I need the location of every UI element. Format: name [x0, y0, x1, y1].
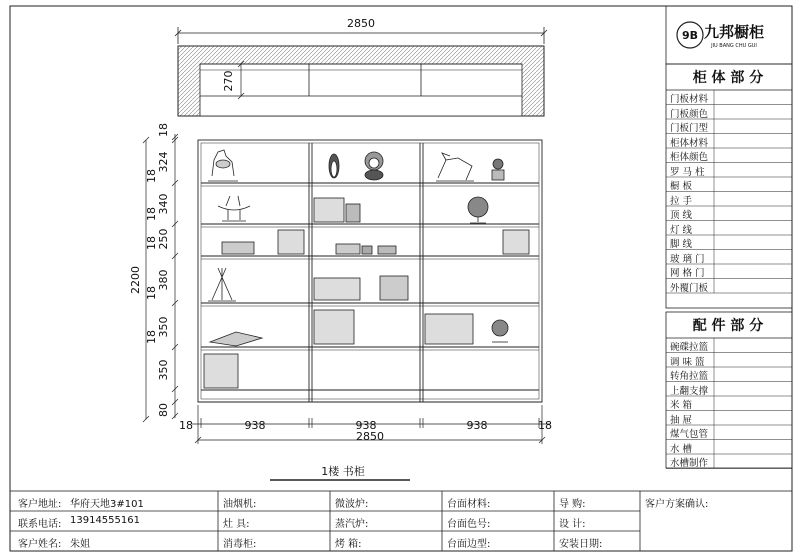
brand-logo — [677, 22, 764, 49]
address-label: 客户地址: — [18, 499, 62, 510]
brand-pinyin: JIU BANG CHU GUI — [711, 43, 757, 49]
section-row-label: 上翻支撑 — [670, 385, 709, 397]
section-row-label: 门板门型 — [670, 123, 709, 134]
total-height-label: 2200 — [129, 266, 142, 294]
section-row-label: 拉 手 — [670, 195, 693, 207]
drawing-caption: 1楼 书柜 — [321, 465, 365, 478]
parts-section-title: 配 件 部 分 — [692, 318, 764, 334]
designer-label: 设 计: — [559, 519, 586, 530]
section-row-label: 抽 屉 — [670, 414, 693, 426]
left-dim-12: 80 — [157, 403, 170, 417]
section-row-label: 网 格 门 — [670, 268, 705, 279]
section-row-label: 灯 线 — [670, 224, 693, 236]
left-dim-3: 340 — [157, 193, 170, 215]
brand-name: 九邦橱柜 — [703, 23, 765, 41]
bottom-total-label: 2850 — [356, 430, 384, 443]
bottom-dim-2: 938 — [355, 419, 377, 432]
section-row-label: 水 槽 — [670, 443, 693, 455]
section-row-label: 柜体材料 — [670, 137, 709, 149]
oven-label: 烤 箱: — [335, 539, 362, 550]
install-date-label: 安装日期: — [559, 539, 603, 550]
left-dim-8: 18 — [145, 286, 158, 300]
name-value: 朱姐 — [70, 539, 90, 550]
left-dim-2: 18 — [145, 169, 158, 183]
left-dim-7: 380 — [157, 269, 170, 291]
stove-label: 灶 具: — [223, 519, 250, 530]
countertop-edge-label: 台面边型: — [447, 539, 491, 550]
section-row-label: 柜体颜色 — [670, 152, 709, 163]
section-row-label: 玻 璃 门 — [670, 253, 705, 265]
bottom-dim-4: 18 — [538, 419, 552, 432]
countertop-color-label: 台面色号: — [447, 519, 491, 530]
microwave-label: 微波炉: — [335, 499, 369, 510]
countertop-material-label: 台面材料: — [447, 499, 491, 510]
bottom-dim-0: 18 — [179, 419, 193, 432]
sterilizer-label: 消毒柜: — [223, 539, 257, 550]
section-row-label: 水槽制作 — [670, 458, 709, 469]
section-row-label: 门板材料 — [670, 94, 709, 105]
address-value: 华府天地3#101 — [70, 499, 144, 510]
left-dim-4: 18 — [145, 207, 158, 221]
left-dim-6: 18 — [145, 236, 158, 250]
section-row-label: 顶 线 — [670, 210, 693, 221]
left-dim-10: 18 — [145, 330, 158, 344]
left-dim-9: 350 — [157, 316, 170, 338]
bottom-dim-1: 938 — [244, 419, 266, 432]
left-dim-5: 250 — [157, 228, 170, 250]
range-hood-label: 油烟机: — [223, 499, 257, 510]
left-dim-labels — [145, 123, 170, 417]
shelf-decorations — [204, 150, 529, 388]
section-row-label: 转角拉篮 — [670, 371, 709, 382]
left-dim-0: 18 — [157, 123, 170, 137]
steamer-label: 蒸汽炉: — [335, 519, 369, 530]
name-label: 客户姓名: — [18, 539, 62, 550]
top-dim-label: 2850 — [347, 17, 375, 30]
sales-guide-label: 导 购: — [559, 499, 586, 510]
left-dim-1: 324 — [157, 151, 170, 173]
section-row-label: 调 味 篮 — [670, 356, 705, 368]
section-row-label: 碗碟拉篮 — [670, 342, 709, 353]
crown-dim-label: 270 — [222, 70, 235, 92]
section-row-label: 橱 板 — [670, 181, 693, 192]
section-row-label: 门板颜色 — [670, 108, 709, 120]
phone-value: 13914555161 — [70, 515, 140, 526]
phone-label: 联系电话: — [18, 519, 62, 530]
bottom-dim-3: 938 — [466, 419, 488, 432]
section-row-label: 煤气包管 — [670, 429, 709, 440]
section-row-label: 米 箱 — [670, 400, 693, 411]
cabinet-section-title: 柜 体 部 分 — [692, 70, 764, 86]
logo-mark: 9B — [681, 29, 699, 42]
client-confirm-label: 客户方案确认: — [645, 499, 709, 510]
left-dim-11: 350 — [157, 359, 170, 381]
section-row-label: 外覆门板 — [670, 282, 709, 294]
section-row-label: 罗 马 柱 — [670, 166, 705, 178]
section-row-label: 脚 线 — [670, 239, 693, 250]
